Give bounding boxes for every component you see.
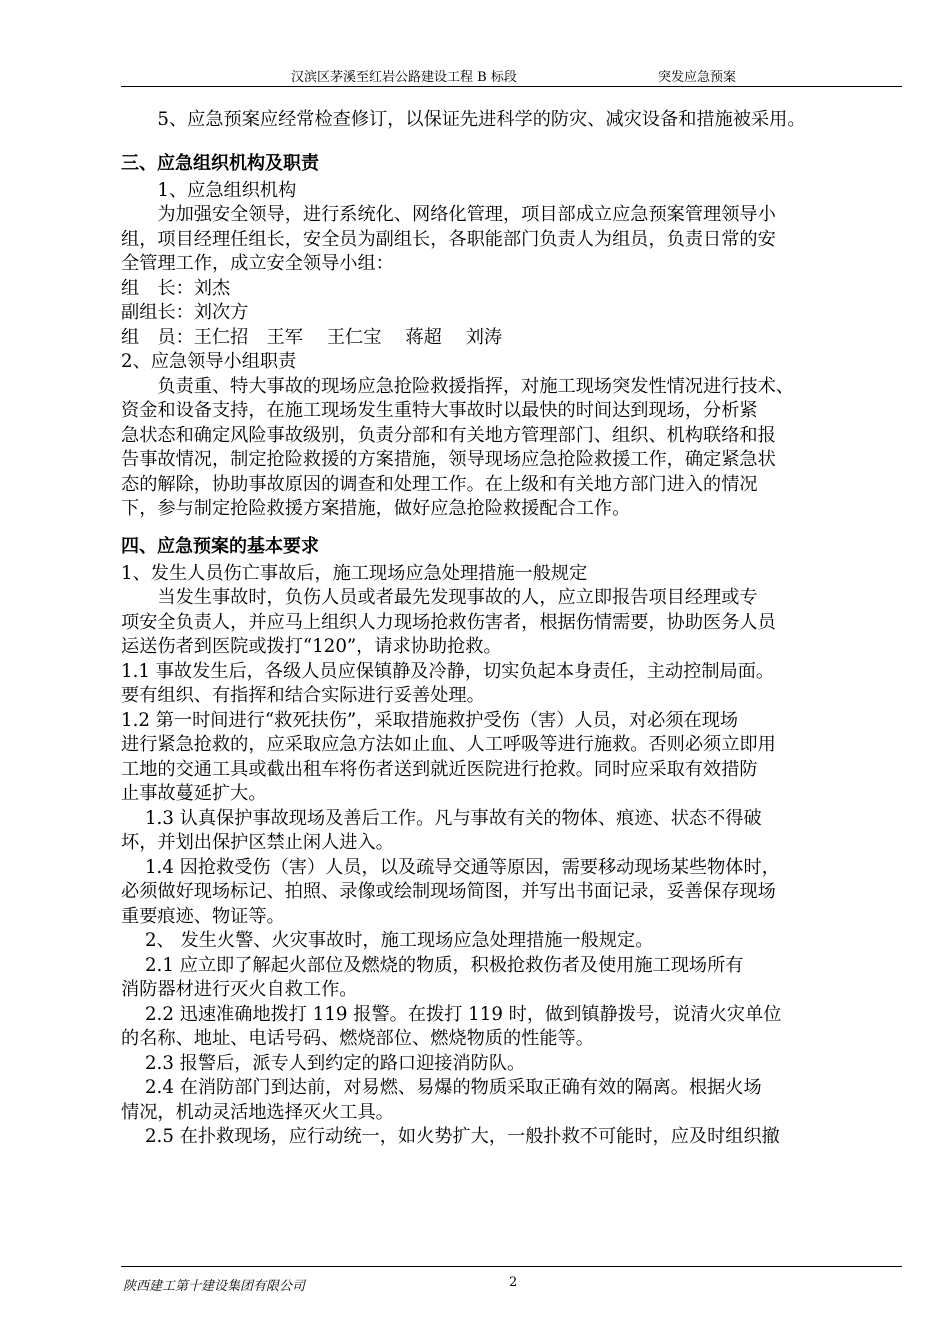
paragraph-line: 下，参与制定抢险救援方案措施，做好应急抢险救援配合工作。: [121, 498, 631, 519]
paragraph-line: 5、应急预案应经常检查修订，以保证先进科学的防灾、减灾设备和措施被采用。: [121, 109, 806, 130]
paragraph-line: 告事故情况，制定抢险救援的方案措施，领导现场应急抢险救援工作，确定紧急状: [121, 449, 776, 470]
paragraph-line: 的名称、地址、电话号码、燃烧部位、燃烧物质的性能等。: [121, 1028, 594, 1049]
paragraph-line: 2.4 在消防部门到达前，对易燃、易爆的物质采取正确有效的隔离。根据火场: [121, 1077, 762, 1098]
page-number: 2: [509, 1275, 518, 1290]
team-members-line: 组 员：王仁招 王军 王仁宝 蒋超 刘涛: [121, 326, 503, 348]
paragraph-line: 进行紧急抢救的，应采取应急方法如止血、人工呼吸等进行施救。否则必须立即用: [121, 734, 776, 755]
paragraph-line: 要有组织、有指挥和结合实际进行妥善处理。: [121, 685, 485, 706]
paragraph-line: 资金和设备支持，在施工现场发生重特大事故时以最快的时间达到现场，分析紧: [121, 400, 758, 421]
paragraph-line: 全管理工作，成立安全领导小组：: [121, 253, 394, 274]
paragraph-line: 为加强安全领导，进行系统化、网络化管理，项目部成立应急预案管理领导小: [121, 204, 776, 225]
paragraph-line: 2.1 应立即了解起火部位及燃烧的物质，积极抢救伤者及使用施工现场所有: [121, 954, 744, 976]
paragraph-line: 组，项目经理任组长，安全员为副组长，各职能部门负责人为组员，负责日常的安: [121, 228, 776, 250]
paragraph-line: 态的解除，协助事故原因的调查和处理工作。在上级和有关地方部门进入的情况: [121, 473, 758, 495]
page-footer: [121, 1266, 902, 1297]
paragraph-line: 2、应急领导小组职责: [121, 351, 297, 372]
team-deputy-line: 副组长：刘次方: [121, 302, 249, 323]
paragraph-line: 2.5 在扑救现场，应行动统一，如火势扩大，一般扑救不可能时，应及时组织撤: [121, 1126, 780, 1147]
paragraph-line: 坏，并划出保护区禁止闲人进入。: [121, 832, 394, 853]
paragraph-line: 当发生事故时，负伤人员或者最先发现事故的人，应立即报告项目经理或专: [121, 587, 758, 608]
section-heading-3: 三、应急组织机构及职责: [121, 152, 319, 174]
page-header: [121, 64, 902, 87]
paragraph-line: 急状态和确定风险事故级别，负责分部和有关地方管理部门、组织、机构联络和报: [121, 424, 776, 446]
paragraph-line: 2.2 迅速准确地拨打 119 报警。在拨打 119 时，做到镇静拨号，说清火灾单位: [121, 1003, 782, 1025]
paragraph-line: 1.3 认真保护事故现场及善后工作。凡与事故有关的物体、痕迹、状态不得破: [121, 807, 762, 829]
paragraph-line: 工地的交通工具或截出租车将伤者送到就近医院进行抢救。同时应采取有效措防: [121, 758, 758, 780]
paragraph-line: 必须做好现场标记、拍照、录像或绘制现场简图，并写出书面记录，妥善保存现场: [121, 881, 776, 902]
document-body: [121, 108, 905, 1150]
paragraph-line: 负责重、特大事故的现场应急抢险救援指挥，对施工现场突发性情况进行技术、: [121, 375, 794, 397]
paragraph-line: 1、应急组织机构: [121, 179, 297, 201]
paragraph-line: 消防器材进行灭火自救工作。: [121, 979, 358, 1000]
team-leader-line: 组 长：刘杰: [121, 277, 231, 299]
header-document-title: 突发应急预案: [658, 70, 737, 85]
paragraph-line: 项安全负责人，并应马上组织人力现场抢救伤害者，根据伤情需要，协助医务人员: [121, 611, 776, 633]
paragraph-line: 1、发生人员伤亡事故后，施工现场应急处理措施一般规定: [121, 562, 588, 584]
paragraph-line: 2.3 报警后，派专人到约定的路口迎接消防队。: [121, 1052, 526, 1074]
paragraph-line: 1.2 第一时间进行“救死扶伤”，采取措施救护受伤（害）人员，对必须在现场: [121, 709, 739, 731]
header-project-name: 汉滨区茅溪至红岩公路建设工程 B 标段: [291, 70, 517, 85]
paragraph-line: 重要痕迹、物证等。: [121, 905, 285, 927]
paragraph-line: 1.1 事故发生后，各级人员应保镇静及冷静，切实负起本身责任，主动控制局面。: [121, 660, 775, 682]
section-heading-4: 四、应急预案的基本要求: [121, 535, 319, 557]
footer-company-name: 陕西建工第十建设集团有限公司: [123, 1279, 306, 1294]
paragraph-line: 情况，机动灵活地选择灭火工具。: [121, 1101, 394, 1123]
paragraph-line: 运送伤者到医院或拨打“120”，请求协助抢救。: [121, 636, 502, 657]
paragraph-line: 1.4 因抢救受伤（害）人员，以及疏导交通等原因，需要移动现场某些物体时，: [121, 856, 780, 878]
paragraph-line: 止事故蔓延扩大。: [121, 783, 267, 804]
paragraph-line: 2、 发生火警、火灾事故时，施工现场应急处理措施一般规定。: [121, 930, 654, 951]
